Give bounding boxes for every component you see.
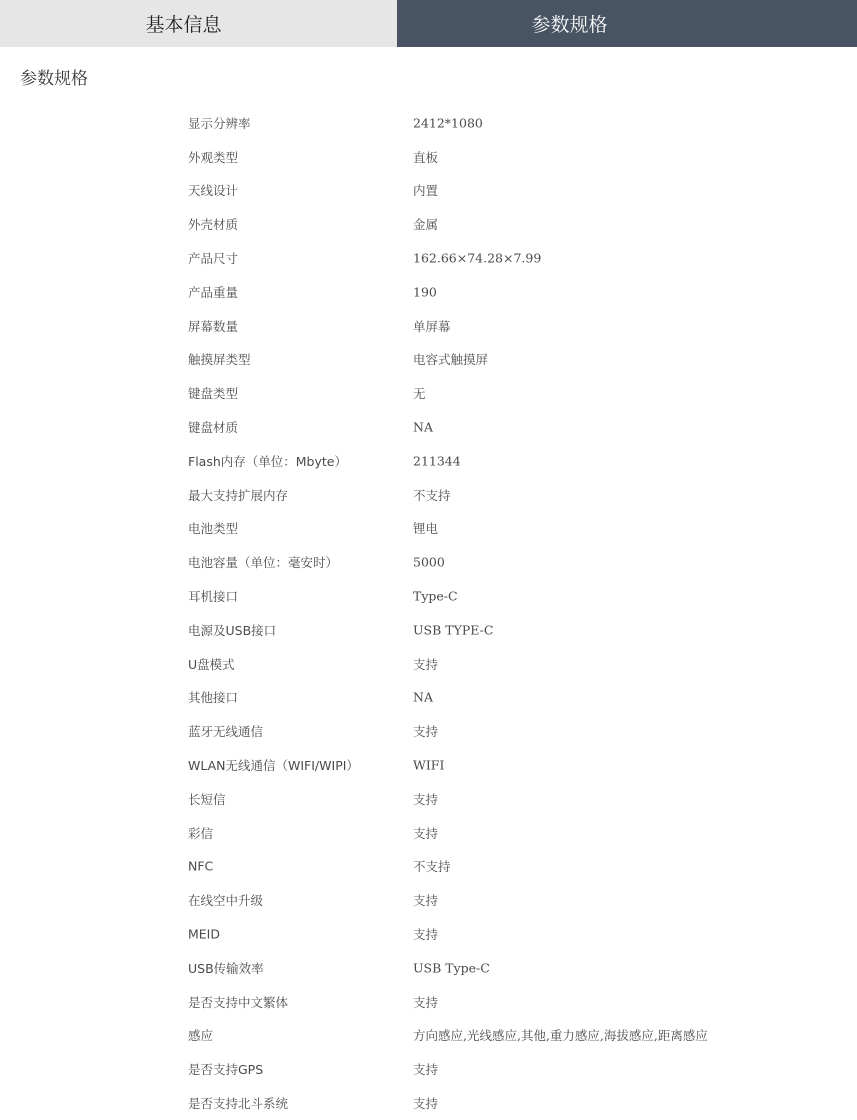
spec-value: USB TYPE-C <box>413 622 494 638</box>
spec-row <box>0 512 857 546</box>
spec-row <box>0 106 857 140</box>
spec-value: 2412*1080 <box>413 115 483 131</box>
spec-row <box>0 951 857 985</box>
spec-label: USB传输效率 <box>188 960 264 976</box>
spec-label: 是否支持GPS <box>188 1062 264 1078</box>
tab-specs[interactable]: 参数规格 <box>397 0 857 47</box>
spec-row <box>0 410 857 444</box>
spec-value: 162.66×74.28×7.99 <box>413 250 542 266</box>
spec-value: 直板 <box>413 149 439 165</box>
spec-value: NA <box>413 419 433 435</box>
spec-label: 电源及USB接口 <box>188 622 277 638</box>
spec-value: 支持 <box>413 1096 439 1111</box>
spec-label: 蓝牙无线通信 <box>188 724 264 740</box>
spec-label: 产品重量 <box>188 284 239 300</box>
spec-row <box>0 985 857 1019</box>
spec-label: MEID <box>188 926 220 942</box>
spec-label: 显示分辨率 <box>188 115 251 131</box>
spec-list <box>0 106 857 1120</box>
spec-value: USB Type-C <box>413 960 490 976</box>
spec-row <box>0 1052 857 1086</box>
spec-row <box>0 850 857 884</box>
spec-label: U盘模式 <box>188 656 235 672</box>
spec-value: Type-C <box>413 588 458 604</box>
spec-value: 锂电 <box>413 521 439 537</box>
spec-value: WIFI <box>413 757 445 773</box>
spec-row <box>0 681 857 715</box>
spec-value: 5000 <box>413 554 445 570</box>
spec-row <box>0 241 857 275</box>
spec-row <box>0 579 857 613</box>
spec-row <box>0 613 857 647</box>
tab-basic-info[interactable]: 基本信息 <box>0 0 397 47</box>
spec-row <box>0 917 857 951</box>
spec-row <box>0 1086 857 1120</box>
spec-value: 不支持 <box>413 487 451 503</box>
spec-label: 产品尺寸 <box>188 251 239 267</box>
spec-value: 内置 <box>413 183 439 199</box>
spec-row <box>0 816 857 850</box>
spec-value: 支持 <box>413 994 439 1010</box>
spec-row <box>0 140 857 174</box>
spec-row <box>0 207 857 241</box>
spec-label: 在线空中升级 <box>188 893 264 909</box>
spec-value: 单屏幕 <box>413 318 451 334</box>
spec-row <box>0 376 857 410</box>
tab-bar <box>0 0 857 47</box>
spec-label: 其他接口 <box>188 690 239 706</box>
spec-row <box>0 343 857 377</box>
spec-row <box>0 545 857 579</box>
spec-value: NA <box>413 689 433 705</box>
spec-row <box>0 647 857 681</box>
spec-label: 长短信 <box>188 791 226 807</box>
spec-value: 支持 <box>413 1062 439 1078</box>
spec-row <box>0 883 857 917</box>
spec-label: 电池容量（单位：毫安时） <box>188 555 339 571</box>
spec-value: 支持 <box>413 724 439 740</box>
spec-label: 彩信 <box>188 825 214 841</box>
spec-row <box>0 309 857 343</box>
spec-value: 方向感应,光线感应,其他,重力感应,海拔感应,距离感应 <box>413 1028 708 1044</box>
spec-label: 触摸屏类型 <box>188 352 251 368</box>
spec-value: 190 <box>413 284 437 300</box>
spec-value: 金属 <box>413 217 439 233</box>
spec-value: 支持 <box>413 893 439 909</box>
spec-label: 外壳材质 <box>188 217 239 233</box>
spec-row <box>0 748 857 782</box>
spec-label: 电池类型 <box>188 521 239 537</box>
spec-label: WLAN无线通信（WIFI/WIPI） <box>188 758 359 774</box>
spec-label: 最大支持扩展内存 <box>188 487 289 503</box>
spec-label: 天线设计 <box>188 183 239 199</box>
spec-value: 支持 <box>413 825 439 841</box>
spec-label: 是否支持北斗系统 <box>188 1096 289 1111</box>
spec-value: 支持 <box>413 656 439 672</box>
spec-row <box>0 714 857 748</box>
spec-label: 键盘类型 <box>188 386 239 402</box>
spec-value: 电容式触摸屏 <box>413 352 489 368</box>
spec-value: 211344 <box>413 453 461 469</box>
spec-row <box>0 275 857 309</box>
spec-label: 键盘材质 <box>188 420 239 436</box>
spec-label: 屏幕数量 <box>188 318 239 334</box>
spec-label: 外观类型 <box>188 149 239 165</box>
spec-label: NFC <box>188 858 214 874</box>
spec-row <box>0 478 857 512</box>
spec-row <box>0 782 857 816</box>
spec-row <box>0 1019 857 1053</box>
spec-value: 支持 <box>413 927 439 943</box>
section-title: 参数规格 <box>20 69 88 89</box>
spec-label: 耳机接口 <box>188 589 239 605</box>
spec-label: 感应 <box>188 1028 214 1044</box>
spec-label: Flash内存（单位：Mbyte） <box>188 453 347 469</box>
spec-label: 是否支持中文繁体 <box>188 994 289 1010</box>
spec-row <box>0 174 857 208</box>
spec-value: 无 <box>413 386 426 402</box>
spec-value: 支持 <box>413 791 439 807</box>
spec-value: 不支持 <box>413 859 451 875</box>
spec-row <box>0 444 857 478</box>
